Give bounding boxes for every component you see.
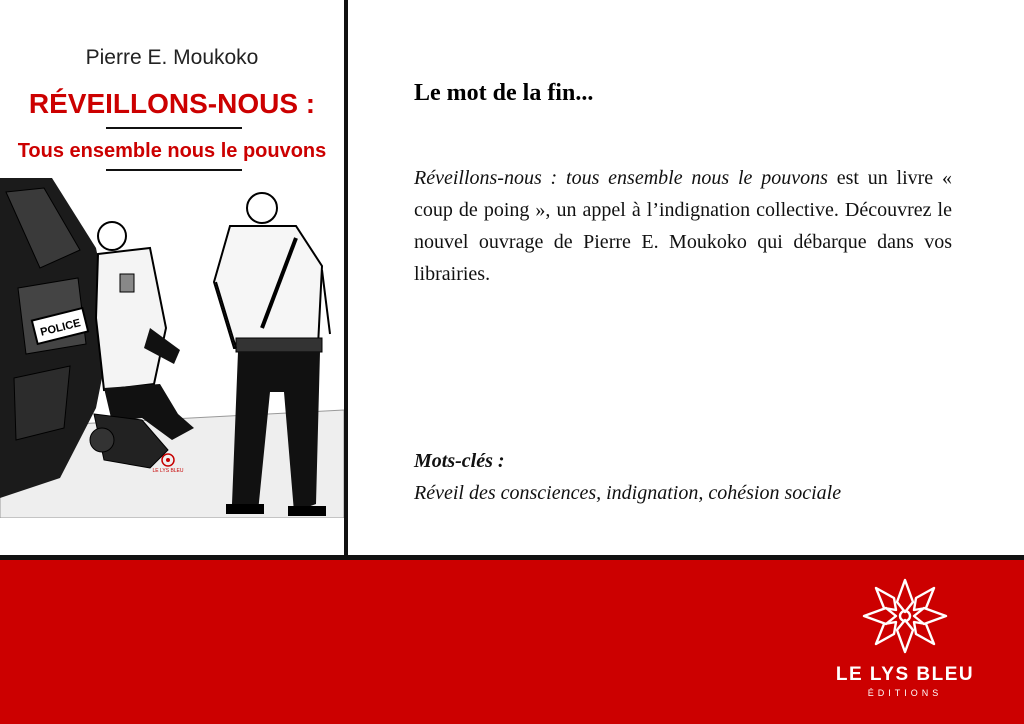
cover-subtitle: Tous ensemble nous le pouvons [17, 140, 327, 162]
lily-flower-icon [860, 578, 950, 654]
keywords-label: Mots-clés : [414, 450, 505, 472]
mini-lily-icon [160, 452, 176, 468]
police-sign-text: POLICE [39, 317, 82, 339]
cover-publisher-mini: LE LYS BLEU [152, 468, 184, 474]
book-title-italic: Réveillons-nous : tous ensemble nous le pouvons [414, 167, 828, 189]
book-cover [0, 0, 344, 556]
keywords-list: Réveil des consciences, indignation, cohésion sociale [414, 482, 842, 504]
cover-author: Pierre E. Moukoko [85, 46, 259, 69]
cover-rule-bottom [106, 169, 242, 171]
publisher-name: LE LYS BLEU [835, 664, 975, 685]
publisher-sub: ÉDITIONS [867, 688, 943, 698]
section-heading: Le mot de la fin... [414, 80, 594, 106]
description-paragraph [414, 162, 952, 290]
cover-title: RÉVEILLONS-NOUS : [28, 88, 316, 119]
vertical-divider [344, 0, 348, 556]
cover-rule-top [106, 127, 242, 129]
description-text: est un livre « coup de poing », un appel à l’indignation collective. Découvrez le nouvel ouvrage de Pierre E. Moukoko qui débarque dans vos librairies. [414, 167, 952, 285]
